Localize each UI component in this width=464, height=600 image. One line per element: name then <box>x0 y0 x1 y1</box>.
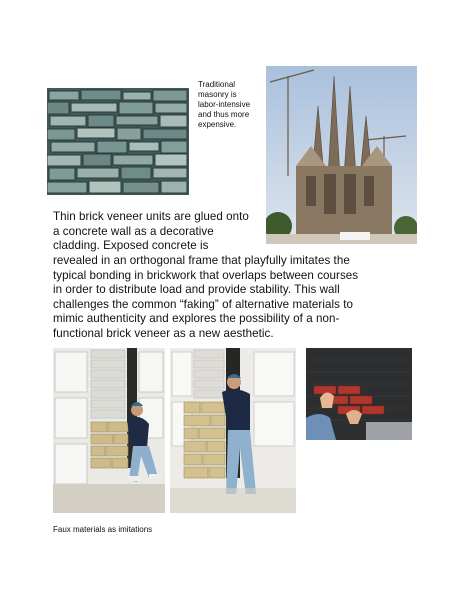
faux-stone-install-photo-2 <box>170 348 296 513</box>
body-text-line: cladding. Exposed concrete is <box>53 239 209 253</box>
faux-materials-caption: Faux materials as imitations <box>53 525 153 534</box>
masonry-caption <box>198 80 262 130</box>
masonry-caption-line: labor-intensive <box>198 100 251 109</box>
body-text-line: a concrete wall as a decorative <box>53 224 214 238</box>
body-text-line: Thin brick veneer units are glued onto <box>53 210 249 223</box>
body-text-wide <box>53 254 413 342</box>
cathedral-photo <box>266 66 417 244</box>
faux-stone-install-photo-1 <box>53 348 165 513</box>
stone-masonry-photo <box>47 88 189 195</box>
masonry-caption-line: masonry is <box>198 90 237 99</box>
masonry-caption-line: and thus more <box>198 110 250 119</box>
body-text-line: revealed in an orthogonal frame that playfully imitates the <box>53 254 350 267</box>
body-text-line: challenges the common “faking” of alternative materials to <box>53 297 353 311</box>
masonry-caption-line: Traditional <box>198 80 236 89</box>
body-text-line: typical bonding in brickwork that overlaps between courses <box>53 268 359 282</box>
body-text-narrow <box>53 210 263 254</box>
body-text-line: in order to distribute load and provide stability. This wall <box>53 283 340 297</box>
body-text-line: mimic authenticity and explores the possibility of a non- <box>53 312 340 326</box>
masonry-caption-line: expensive. <box>198 120 237 129</box>
body-text-line: functional brick veneer as a new aesthetic. <box>53 326 274 340</box>
brick-veneer-install-photo <box>306 348 412 440</box>
